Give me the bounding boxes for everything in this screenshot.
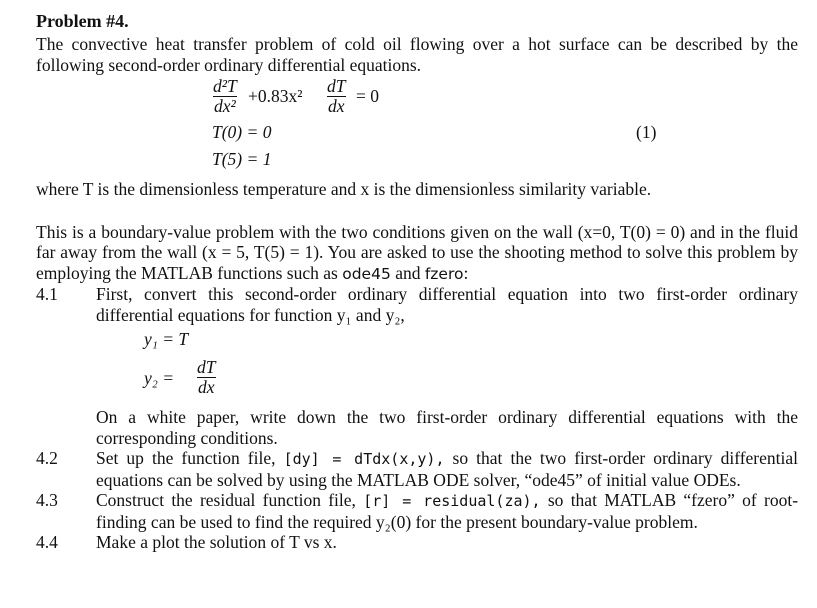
problem-document	[36, 10, 798, 553]
equation-block	[36, 77, 798, 175]
item-number: 4.4	[36, 532, 58, 552]
note-4-1	[36, 407, 798, 448]
equation-middle-term: +0.83x²	[248, 86, 303, 106]
def-y1: y₁ = T	[144, 329, 189, 349]
def-y2-fraction: $\frac{dT}{dx}$	[197, 357, 216, 397]
bvp-paragraph: This is a boundary-value problem with the two conditions given on the wall (x=0, T(0) = 0) and in the fluid far away from the wall (x = 5, T(5) = 1). You are asked to use the shooting method to solve this problem by employing the MATLAB functions such as ode45 and fzero:	[36, 221, 798, 283]
item-4-2: 4.2 Set up the function file, [dy] = dTdx(x,y), so that the two first-order ordinary differential equations can be solved by using the MATLAB ODE solver, “ode45” of initial value ODEs.	[36, 448, 798, 490]
code-dTdx: [dy] = dTdx(x,y),	[283, 450, 445, 468]
second-derivative-fraction: $\frac{\text{d²T}}{\text{dx²}}$	[213, 76, 237, 116]
def-y2-lhs: y₂ =	[144, 368, 175, 388]
code-residual: [r] = residual(za),	[363, 492, 541, 510]
item-text: First, convert this second-order ordinary differential equation into two first-order ordinary differential equations for function y₁ and y₂,	[96, 284, 798, 325]
item-4-3: 4.3 Construct the residual function file, [r] = residual(za), so that MATLAB “fzero” of root-finding can be used to find the required y₂(0) for the present boundary-value problem.	[36, 490, 799, 532]
code-ode45: ode45	[342, 264, 391, 283]
item-number: 4.3	[36, 490, 58, 510]
code-fzero: fzero	[424, 264, 464, 283]
item-number: 4.1	[36, 284, 58, 304]
item-4-1	[36, 284, 798, 325]
intro-paragraph: The convective heat transfer problem of cold oil flowing over a hot surface can be described by the following second-order ordinary differential equations.	[36, 34, 798, 75]
item-4-4	[36, 532, 798, 553]
first-derivative-fraction: $\frac{dT}{dx}$	[327, 76, 346, 116]
definitions-block	[36, 325, 798, 407]
where-paragraph: where T is the dimensionless temperature and x is the dimensionless similarity variable.	[36, 179, 652, 199]
equation-rhs: = 0	[356, 86, 379, 106]
item-text: Make a plot the solution of T vs x.	[96, 532, 337, 552]
problem-title: Problem #4.	[36, 11, 129, 31]
item-number: 4.2	[36, 448, 58, 468]
note-text: On a white paper, write down the two first-order ordinary differential equations with the corresponding conditions.	[96, 407, 798, 448]
boundary-condition-2: T(5) = 1	[212, 149, 272, 169]
boundary-condition-1: T(0) = 0	[212, 122, 272, 142]
equation-number: (1)	[636, 122, 657, 142]
